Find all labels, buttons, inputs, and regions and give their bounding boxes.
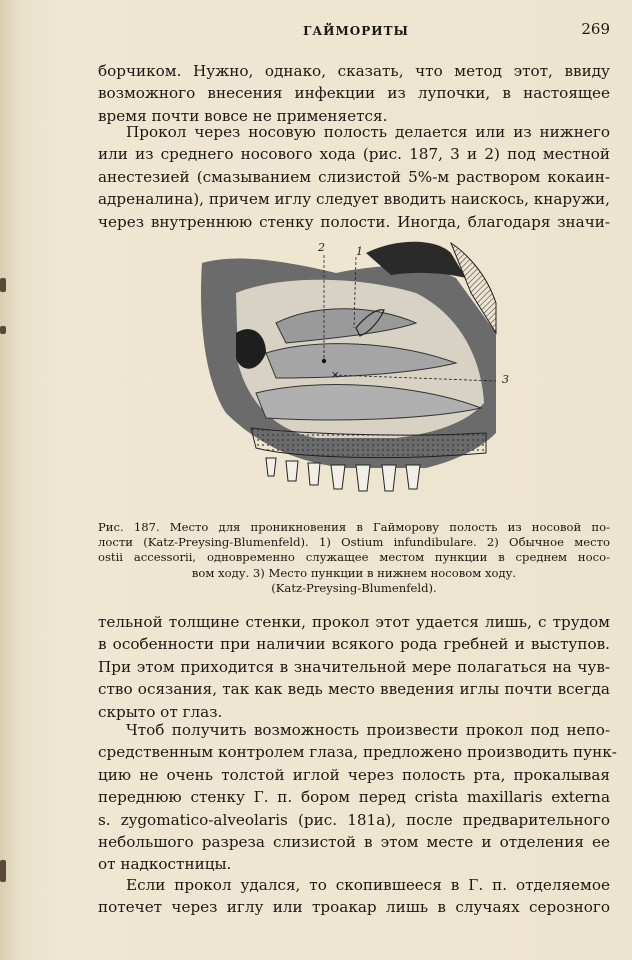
figure-label-3: 3 bbox=[502, 373, 509, 386]
text-line: Чтоб получить возможность произвести прокол под непо- bbox=[126, 721, 610, 739]
page-number: 269 bbox=[581, 20, 610, 38]
running-title: ГАЙМОРИТЫ bbox=[303, 24, 409, 38]
figure-caption bbox=[98, 520, 610, 596]
text-line: в особенности при наличии всякого рода гребней и выступов. bbox=[98, 635, 610, 654]
text-line: ство осязания, так как ведь место введения иглы почти всегда bbox=[98, 680, 610, 699]
nasal-cavity-illustration bbox=[196, 233, 518, 518]
text-line: время почти вовсе не применяется. bbox=[98, 106, 388, 125]
text-line: от надкостницы. bbox=[98, 855, 232, 874]
binding-mark bbox=[0, 860, 6, 882]
caption-line: (Katz-Preysing-Blumenfeld). bbox=[271, 580, 437, 595]
text-line: небольшого разреза слизистой в этом месте и отделения ее bbox=[98, 833, 610, 852]
text-line: тельной толщине стенки, прокол этот удается лишь, с трудом bbox=[98, 613, 610, 631]
text-line: Прокол через носовую полость делается или из нижнего bbox=[126, 123, 610, 141]
caption-line: Рис. 187. Место для проникновения в Гайморову полость из носовой по- bbox=[98, 520, 610, 534]
paragraph-5 bbox=[98, 874, 610, 919]
text-line: Если прокол удался, то скопившееся в Г. п. отделяемое bbox=[126, 876, 610, 894]
figure-label-2: 2 bbox=[318, 241, 325, 254]
text-line: возможного внесения инфекции из лупочки, в настоящее bbox=[98, 84, 610, 103]
paragraph-1 bbox=[98, 60, 610, 127]
text-line: потечет через иглу или троакар лишь в случаях серозного bbox=[98, 898, 610, 917]
binding-mark bbox=[0, 278, 6, 292]
paragraph-2 bbox=[98, 121, 610, 233]
binding-mark bbox=[0, 326, 6, 334]
paragraph-3 bbox=[98, 611, 610, 723]
caption-line: лости (Katz-Preysing-Blumenfeld). 1) Ostium infundibulare. 2) Обычное место bbox=[98, 535, 610, 550]
caption-line: ostii accessorii, одновременно служащее местом пункции в среднем носо- bbox=[98, 550, 610, 565]
text-line: переднюю стенку Г. п. бором перед crista maxillaris externa bbox=[98, 788, 610, 807]
text-line: средственным контролем глаза, предложено производить пунк- bbox=[98, 743, 617, 762]
text-line: борчиком. Нужно, однако, сказать, что метод этот, ввиду bbox=[98, 62, 610, 80]
text-line: анестезией (смазыванием слизистой 5%-м раствором кокаин- bbox=[98, 167, 610, 186]
text-line: цию не очень толстой иглой через полость рта, прокалывая bbox=[98, 765, 610, 784]
anatomical-figure bbox=[196, 233, 518, 518]
text-line: скрыто от глаз. bbox=[98, 702, 223, 721]
text-line: При этом приходится в значительной мере полагаться на чув- bbox=[98, 657, 610, 676]
figure-label-1: 1 bbox=[356, 245, 363, 258]
text-line: через внутреннюю стенку полости. Иногда, благодаря значи- bbox=[98, 212, 610, 231]
text-line: адреналина), причем иглу следует вводить наискось, кнаружи, bbox=[98, 190, 610, 209]
svg-text:×: × bbox=[331, 370, 340, 381]
text-line: или из среднего носового хода (рис. 187, 3 и 2) под местной bbox=[98, 145, 610, 164]
page-header bbox=[100, 20, 612, 42]
text-line: s. zygomatico-alveolaris (рис. 181а), после предварительного bbox=[98, 810, 610, 829]
caption-line: вом ходу. 3) Место пункции в нижнем носовом ходу. bbox=[191, 565, 517, 580]
paragraph-4 bbox=[98, 719, 617, 876]
